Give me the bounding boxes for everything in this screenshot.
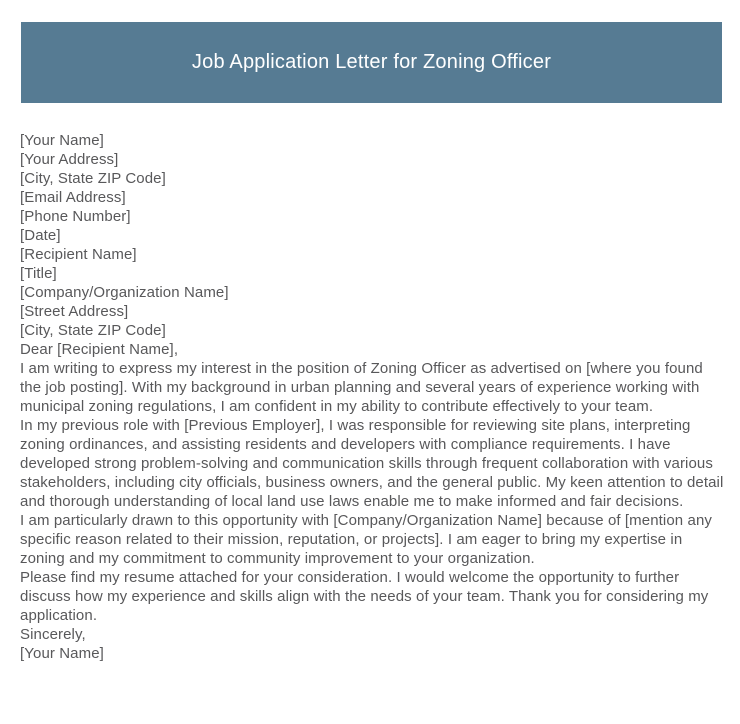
letter-line: [Recipient Name] [20, 246, 137, 263]
letter-line: [Title] [20, 265, 57, 282]
page-title: Job Application Letter for Zoning Officer [191, 51, 552, 73]
letter-line: [Company/Organization Name] [20, 284, 229, 301]
letter-line: [Street Address] [20, 303, 129, 320]
letter-paragraph: I am writing to express my interest in the position of Zoning Officer as advertised on [where you found the job posting]. With my background in urban planning and several years of experience working with municipal zoning regulations, I am confident in my ability to contribute effectively to your team. [20, 360, 703, 415]
letter-paragraph: In my previous role with [Previous Employer], I was responsible for reviewing site plans, interpreting zoning ordinances, and assisting residents and developers with compliance requirements. I have developed strong problem-solving and communication skills through frequent collaboration with various stakeholders, including city officials, business owners, and the general public. My keen attention to detail and thorough understanding of local land use laws enable me to make informed and fair decisions. [20, 417, 724, 510]
letter-line: [Your Name] [20, 132, 104, 149]
letter-header-lines [20, 131, 724, 359]
letter-paragraphs [20, 359, 724, 625]
letter-paragraph: Please find my resume attached for your consideration. I would welcome the opportunity to further discuss how my experience and skills align with the needs of your team. Thank you for considering my application. [20, 569, 709, 624]
letter-line: [City, State ZIP Code] [20, 322, 166, 339]
letter-line: Dear [Recipient Name], [20, 341, 179, 358]
letter-body [20, 131, 724, 663]
letter-closing: Sincerely, [20, 626, 86, 643]
letter-line: [City, State ZIP Code] [20, 170, 166, 187]
letter-signature: [Your Name] [20, 645, 104, 662]
letter-line: [Phone Number] [20, 208, 131, 225]
letter-line: [Email Address] [20, 189, 126, 206]
letter-line: [Your Address] [20, 151, 119, 168]
letter-paragraph: I am particularly drawn to this opportunity with [Company/Organization Name] because of [mention any specific reason related to their mission, reputation, or projects]. I am eager to bring my expertise in zoning and my commitment to community improvement to your organization. [20, 512, 713, 567]
letter-line: [Date] [20, 227, 61, 244]
title-banner [21, 22, 722, 103]
